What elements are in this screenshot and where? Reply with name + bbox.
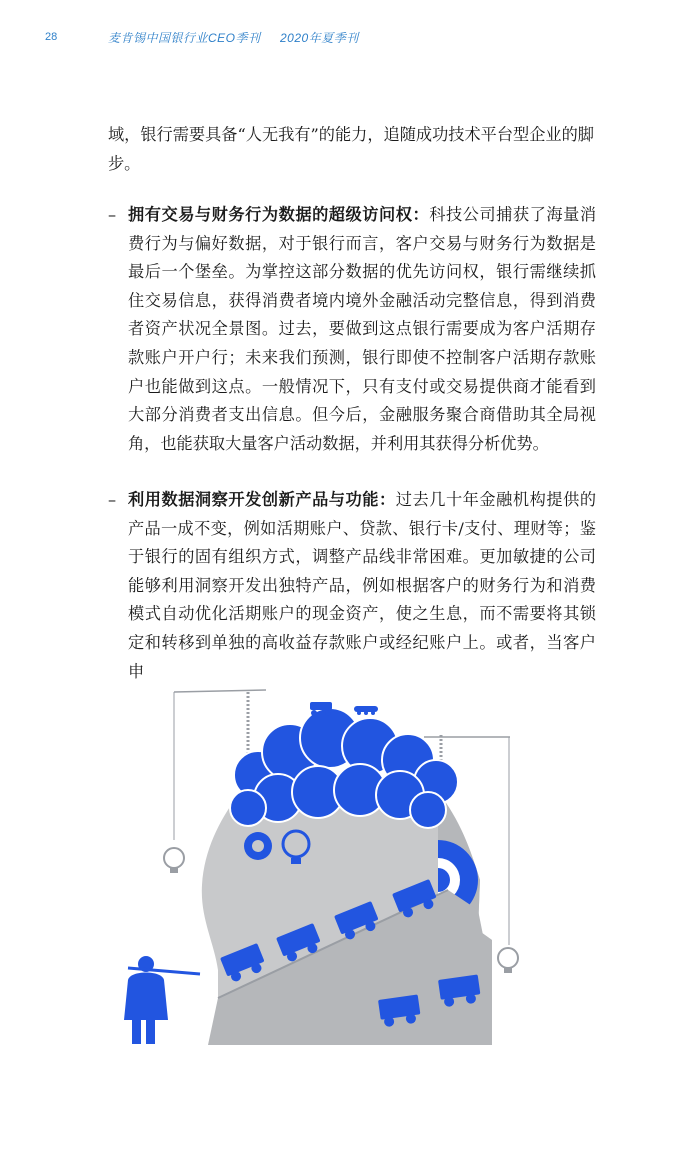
- gear-icon: [244, 832, 272, 860]
- bullet-item-data-insights: [108, 486, 596, 686]
- data-mining-head-illustration: [108, 680, 596, 1052]
- running-header: [0, 26, 700, 50]
- bullet-dash: –: [108, 205, 117, 224]
- publication-title: 麦肯锡中国银行业CEO季刊: [108, 31, 261, 45]
- page-number: 28: [45, 31, 58, 43]
- issue-title: 2020年夏季刊: [280, 31, 359, 45]
- bullet-dash: –: [108, 490, 117, 509]
- businessman-figure: [124, 956, 200, 1044]
- bullet-body: [128, 486, 596, 686]
- bullet-heading: 拥有交易与财务行为数据的超级访问权：: [128, 205, 430, 224]
- bulb-left-icon: [164, 848, 184, 873]
- bulb-right-icon: [498, 948, 518, 973]
- bullet-body: [128, 201, 596, 458]
- intro-paragraph: 域，银行需要具备“人无我有”的能力，追随成功技术平台型企业的脚步。: [108, 125, 594, 173]
- bullet-text: 过去几十年金融机构提供的产品一成不变，例如活期账户、贷款、银行卡/支付、理财等；鉴于银行的固有组织方式，调整产品线非常困难。更加敏捷的公司能够利用洞察开发出独特产品，例如根据客户的财务行为和消费模式自动优化活期账户的现金资产，使之生息，而不需要将其锁定和转移到单独的高收益存款账户或经纪账户上。或者，当客户申: [128, 490, 597, 681]
- bullet-heading: 利用数据洞察开发创新产品与功能：: [128, 490, 396, 509]
- bullet-item-data-access: [108, 201, 596, 458]
- bullet-text: 科技公司捕获了海量消费行为与偏好数据，对于银行而言，客户交易与财务行为数据是最后一个堡垒。为掌控这部分数据的优先访问权，银行需继续抓住交易信息，获得消费者境内境外金融活动完整信息，得到消费者资产状况全景图。过去，要做到这点银行需要成为客户活期存款账户开户行；未来我们预测，银行即使不控制客户活期存款账户也能做到这点。一般情况下，只有支付或交易提供商才能看到大部分消费者支出信息。但今后，金融服务聚合商借助其全局视角，也能获取大量客户活动数据，并利用其获得分析优势。: [128, 205, 597, 453]
- cloud-brain: [230, 708, 458, 828]
